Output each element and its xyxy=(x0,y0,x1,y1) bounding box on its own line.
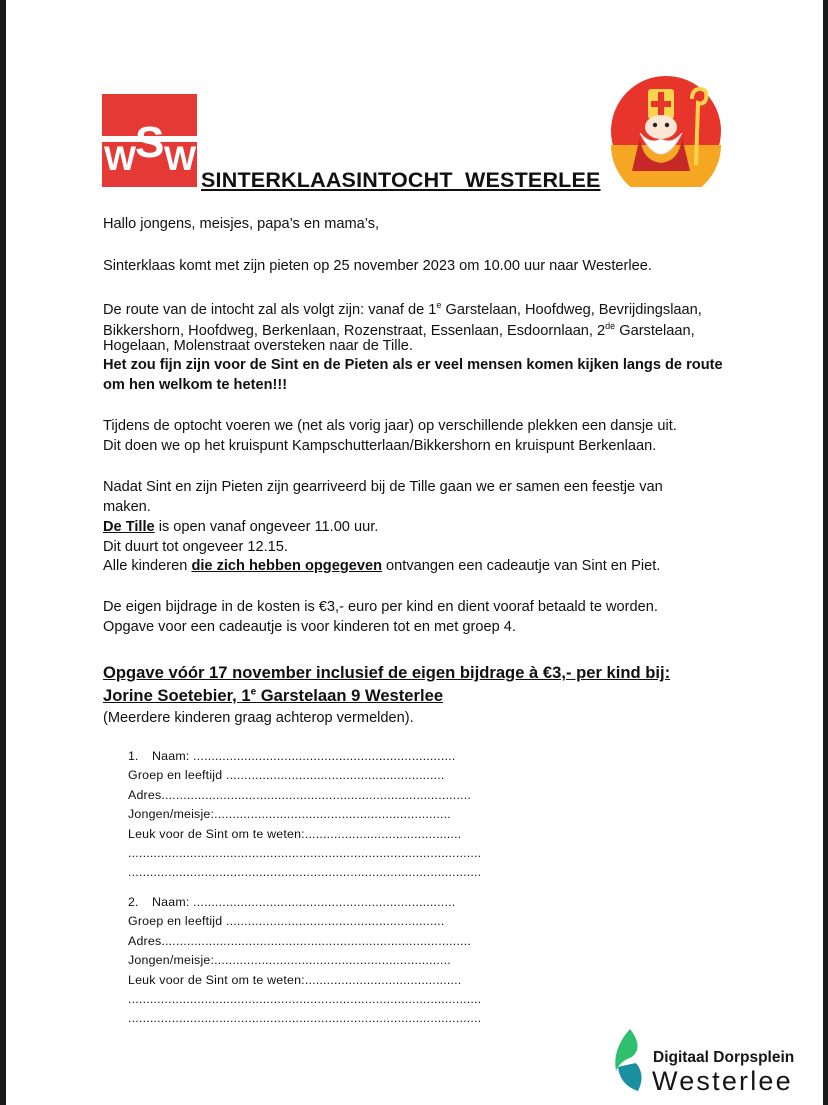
party-line-2: maken. xyxy=(103,499,151,515)
registration-note: (Meerdere kinderen graag achterop vermelden). xyxy=(103,710,414,726)
duration-line: Dit duurt tot ongeveer 12.15. xyxy=(103,539,288,555)
registration-heading-1: Opgave vóór 17 november inclusief de eigen bijdrage à €3,- per kind bij: xyxy=(103,663,671,682)
form-adres-field: Adres..................................................................................... xyxy=(128,787,471,802)
form-leuk-field: Leuk voor de Sint om te weten:........................................... xyxy=(128,972,462,987)
cost-line-2: Opgave voor een cadeautje is voor kinderen tot en met groep 4. xyxy=(103,619,516,635)
form-naam-field: Naam: ........................................................................ xyxy=(152,749,456,763)
brand-top-text: Digitaal Dorpsplein xyxy=(653,1049,795,1066)
arrival-text: Sinterklaas komt met zijn pieten op 25 november 2023 om 10.00 uur naar Westerlee. xyxy=(103,258,652,274)
form-leuk-field: Leuk voor de Sint om te weten:........................................... xyxy=(128,826,462,841)
registration-heading-2: Jorine Soetebier, 1e Garstelaan 9 Westerlee xyxy=(103,686,444,705)
brand-bottom-text: Westerlee xyxy=(652,1066,793,1096)
form-adres-field: Adres..................................................................................... xyxy=(128,933,471,948)
right-border xyxy=(823,0,828,1105)
welcome-bold-line-2: om hen welkom te heten!!! xyxy=(103,377,288,393)
left-border xyxy=(0,0,6,1105)
form-number: 1. xyxy=(128,749,139,763)
route-line-2: Bikkershorn, Hoofdweg, Berkenlaan, Rozenstraat, Essenlaan, Esdoornlaan, 2de Garstelaan, xyxy=(103,321,695,339)
form-naam-field: Naam: ........................................................................ xyxy=(152,895,456,909)
form-jongen-meisje-field: Jongen/meisje:................................................................. xyxy=(128,953,451,968)
form-extra-line: ................................................................................................. xyxy=(128,845,482,860)
route-line-1: De route van de intocht zal als volgt zijn: vanaf de 1e Garstelaan, Hoofdweg, Bevrijdingslaan, xyxy=(103,300,702,318)
route-line-3: Hogelaan, Molenstraat oversteken naar de Tille. xyxy=(103,338,413,354)
cost-line-1: De eigen bijdrage in de kosten is €3,- euro per kind en dient vooraf betaald te worden. xyxy=(103,599,658,615)
svg-text:S: S xyxy=(135,118,165,167)
form-extra-line: ................................................................................................. xyxy=(128,1011,482,1026)
registration-form-2 xyxy=(128,893,481,1029)
sinterklaas-logo xyxy=(610,75,722,187)
form-extra-line: ................................................................................................. xyxy=(128,991,482,1006)
form-naam-row xyxy=(128,747,481,766)
form-groep-field: Groep en leeftijd ............................................................ xyxy=(128,914,445,929)
registration-form-1 xyxy=(128,747,481,883)
form-naam-row xyxy=(128,893,481,912)
dance-line-1: Tijdens de optocht voeren we (net als vorig jaar) op verschillende plekken een dansje uit. xyxy=(103,418,677,434)
dance-line-2: Dit doen we op het kruispunt Kampschutterlaan/Bikkershorn en kruispunt Berkenlaan. xyxy=(103,438,657,454)
wsw-logo xyxy=(102,94,197,187)
svg-text:W: W xyxy=(164,140,197,178)
form-groep-field: Groep en leeftijd ............................................................ xyxy=(128,768,445,783)
form-jongen-meisje-field: Jongen/meisje:................................................................. xyxy=(128,807,451,822)
form-number: 2. xyxy=(128,895,139,909)
page-title: SINTERKLAASINTOCHT WESTERLEE xyxy=(201,168,601,192)
tille-line: De Tille is open vanaf ongeveer 11.00 uur. xyxy=(103,519,379,535)
form-extra-line: ................................................................................................. xyxy=(128,865,482,880)
wsw-logo-graphic xyxy=(102,94,197,187)
digitaal-dorpsplein-logo xyxy=(610,1027,820,1097)
party-line-1: Nadat Sint en zijn Pieten zijn gearriveerd bij de Tille gaan we er samen een feestje van xyxy=(103,479,663,495)
welcome-bold-line-1: Het zou fijn zijn voor de Sint en de Pieten als er veel mensen komen kijken langs de route xyxy=(103,357,723,373)
svg-text:W: W xyxy=(104,140,137,178)
gift-line: Alle kinderen die zich hebben opgegeven ontvangen een cadeautje van Sint en Piet. xyxy=(103,558,661,574)
greeting: Hallo jongens, meisjes, papa’s en mama’s, xyxy=(103,216,380,232)
leaf-icon xyxy=(610,1027,650,1093)
sinterklaas-icon xyxy=(610,75,722,187)
